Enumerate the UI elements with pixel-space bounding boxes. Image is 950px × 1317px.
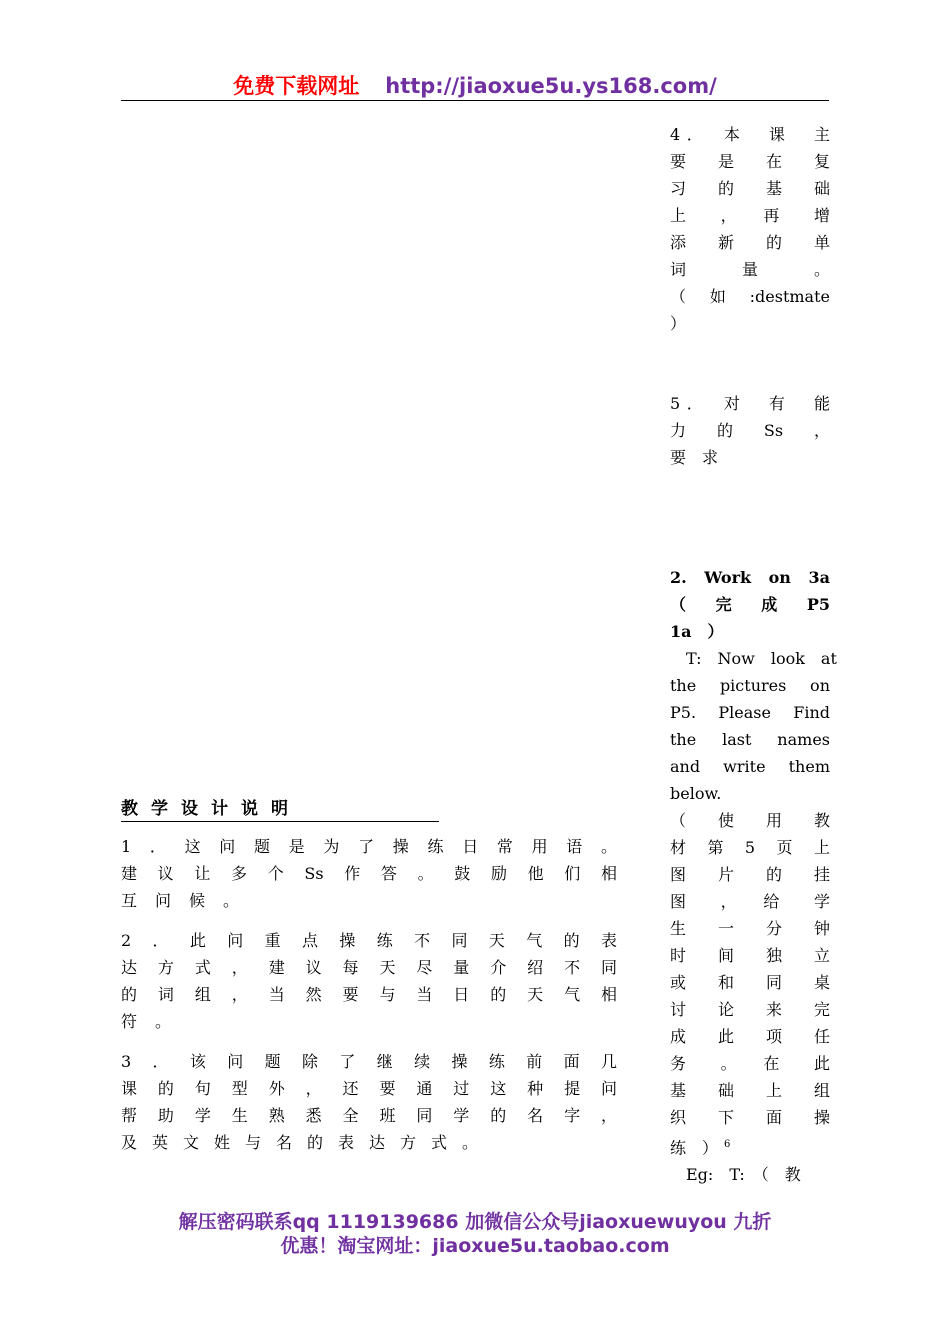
note-4-line: 要 是 在 复 xyxy=(670,152,830,171)
step-2 xyxy=(670,564,837,1188)
step-2-line: P5. Please Find xyxy=(670,703,830,722)
note-5 xyxy=(670,390,830,471)
note-4 xyxy=(670,121,830,337)
note-5-line: 5． 对 有 能 xyxy=(670,394,830,413)
step-2-last-text: 练 ） xyxy=(670,1138,719,1158)
step-2-title-line: （ 完 成 P5 xyxy=(670,595,830,614)
step-2-line: 材 第 5 页 上 xyxy=(670,838,830,857)
step-2-line: 基 础 上 组 xyxy=(670,1081,830,1100)
step-2-line: 图 ， 给 学 xyxy=(670,892,830,911)
step-2-line: 图 片 的 挂 xyxy=(670,865,830,884)
page-mark: 6 xyxy=(724,1139,731,1150)
design-note-line: 2．此问重点操练不同天气的表 xyxy=(121,931,617,950)
note-4-line: （ 如 :destmate xyxy=(670,287,830,306)
step-2-line: 或 和 同 桌 xyxy=(670,973,830,992)
design-note-line: 1．这问题是为了操练日常用语。 xyxy=(121,837,617,856)
design-note-line: 达方式，建议每天尽量介绍不同 xyxy=(121,958,617,977)
page-header xyxy=(121,70,829,100)
design-note-3 xyxy=(121,1048,617,1156)
design-note-line: 的词组，当然要与当日的天气相 xyxy=(121,985,617,1004)
note-4-line: 词 量 。 xyxy=(670,260,830,279)
note-5-line: 力 的 Ss ， xyxy=(670,421,830,440)
design-note-line: 建议让多个Ss作答。鼓励他们相 xyxy=(121,864,617,883)
note-5-line: 要 求 xyxy=(670,448,719,467)
eg-line: Eg: T: （ 教 xyxy=(670,1165,801,1185)
step-2-line: 生 一 分 钟 xyxy=(670,919,830,938)
design-note-line: 符。 xyxy=(121,1012,190,1031)
header-divider xyxy=(121,100,829,101)
design-note-1 xyxy=(121,833,617,914)
note-4-line: ） xyxy=(670,314,687,333)
step-2-line xyxy=(670,1131,830,1161)
step-2-line: and write them xyxy=(670,757,830,776)
footer-line-1: 解压密码联系qq 1119139686 加微信公众号jiaoxuewuyou 九折 xyxy=(178,1211,772,1233)
step-2-line: below. xyxy=(670,784,722,803)
header-url-link[interactable]: http://jiaoxue5u.ys168.com/ xyxy=(385,74,717,98)
design-notes-title: 教学设计说明 xyxy=(121,794,439,822)
step-2-line: （ 使 用 教 xyxy=(670,811,830,830)
step-2-line: T: Now look at xyxy=(670,649,837,668)
step-2-line: 讨 论 来 完 xyxy=(670,1000,830,1019)
step-2-line: the pictures on xyxy=(670,676,830,695)
step-2-line: 时 间 独 立 xyxy=(670,946,830,965)
note-4-line: 添 新 的 单 xyxy=(670,233,830,252)
design-note-2 xyxy=(121,927,617,1035)
design-note-line: 课的句型外，还要通过这种提问 xyxy=(121,1079,617,1098)
note-4-line: 4． 本 课 主 xyxy=(670,125,830,144)
page-footer xyxy=(121,1210,829,1258)
step-2-title-line: 1a ） xyxy=(670,622,724,641)
design-note-line: 互问候。 xyxy=(121,891,258,910)
header-title: 免费下载网址 xyxy=(233,74,360,98)
note-4-line: 习 的 基 础 xyxy=(670,179,830,198)
footer-line-2: 优惠！淘宝网址：jiaoxue5u.taobao.com xyxy=(280,1235,670,1257)
step-2-line: 成 此 项 任 xyxy=(670,1027,830,1046)
step-2-title-line: 2. Work on 3a xyxy=(670,568,830,587)
step-2-line: 织 下 面 操 xyxy=(670,1108,830,1127)
design-note-line: 3．该问题除了继续操练前面几 xyxy=(121,1052,617,1071)
note-4-line: 上 ， 再 增 xyxy=(670,206,830,225)
step-2-line: the last names xyxy=(670,730,830,749)
design-note-line: 帮助学生熟悉全班同学的名字， xyxy=(121,1106,617,1125)
step-2-line: 务 。 在 此 xyxy=(670,1054,830,1073)
design-note-line: 及英文姓与名的表达方式。 xyxy=(121,1133,494,1152)
